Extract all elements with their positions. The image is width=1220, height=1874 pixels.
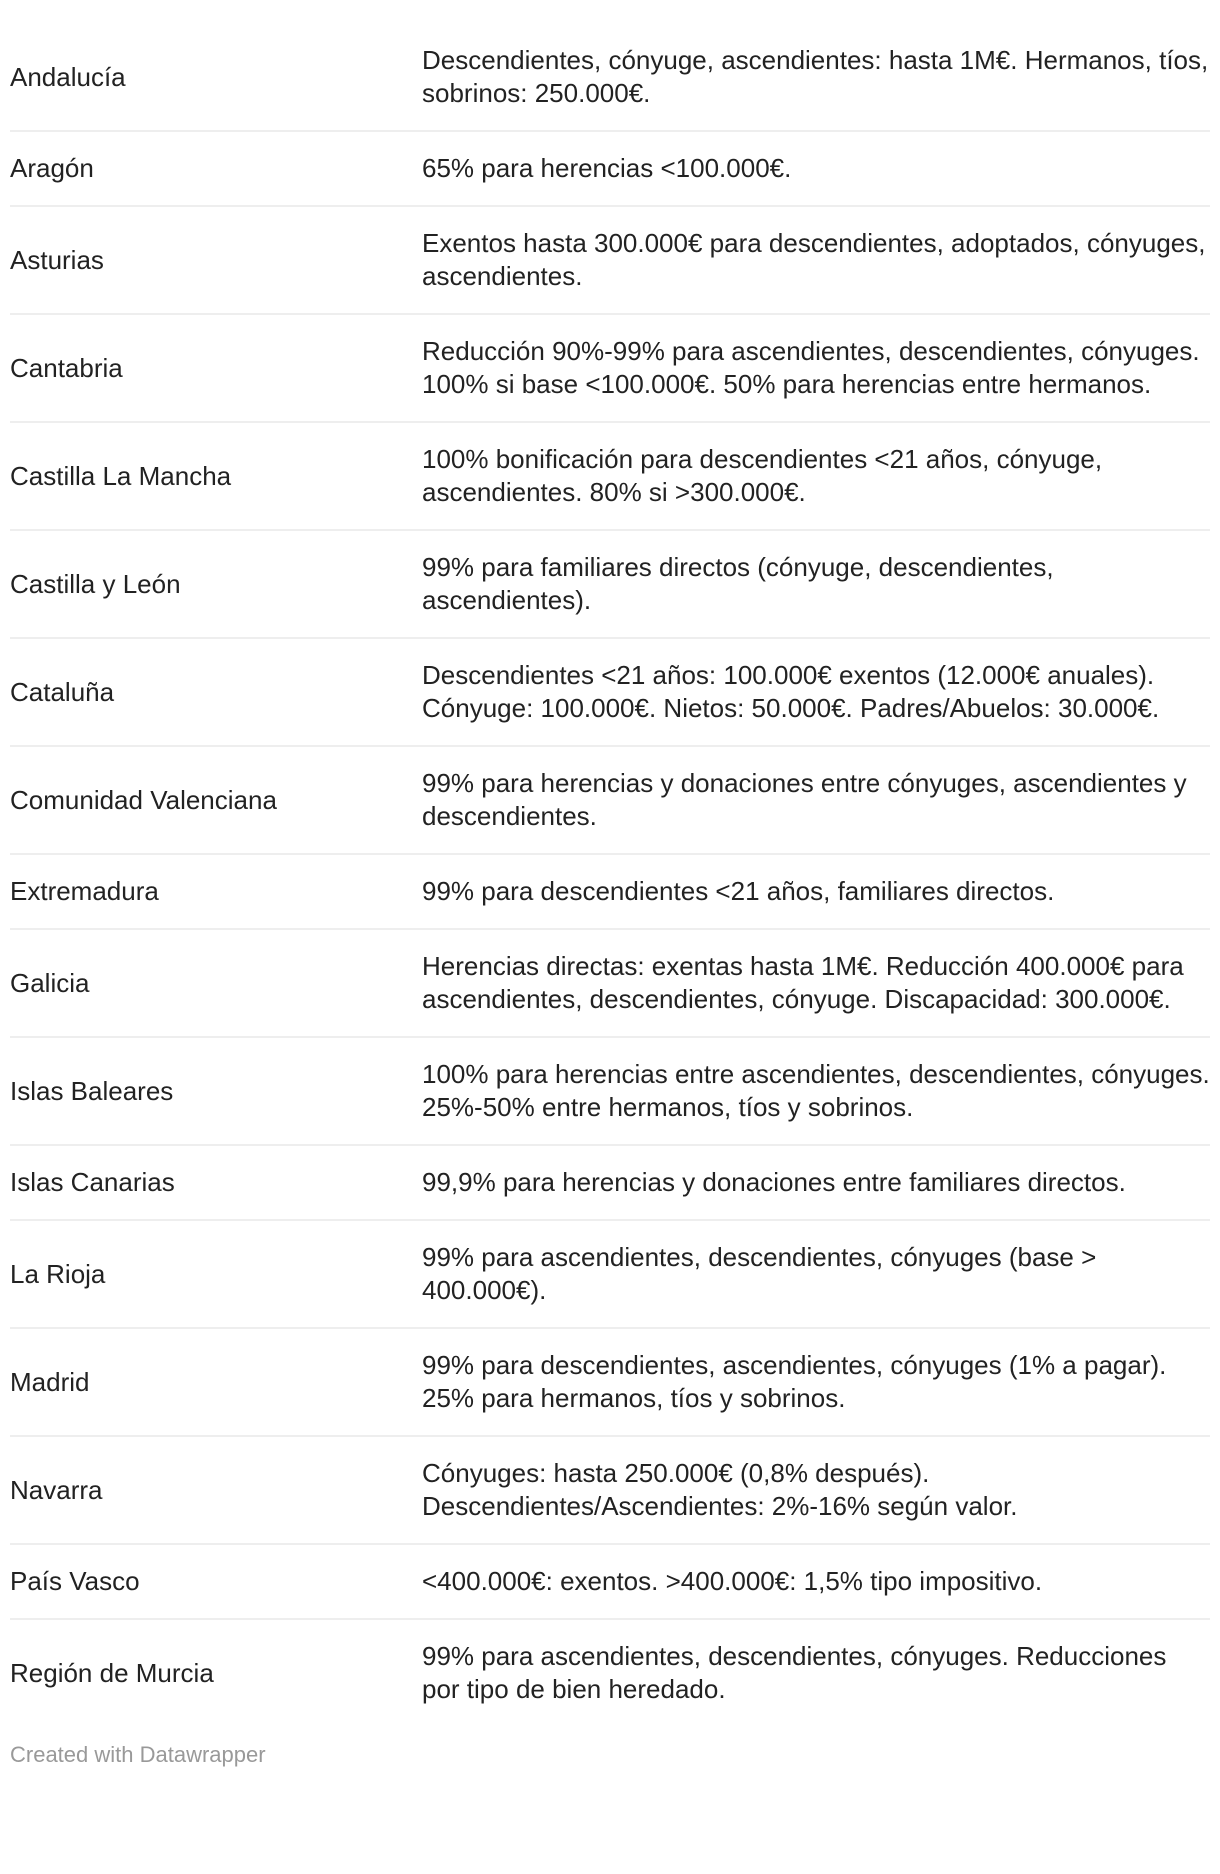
policy-description: 65% para herencias <100.000€. xyxy=(422,153,792,183)
table-row xyxy=(10,1036,1210,1144)
policy-description: 100% para herencias entre ascendientes, descendientes, cónyuges. 25%-50% entre hermanos, tíos y sobrinos. xyxy=(422,1059,1210,1122)
region-name: Andalucía xyxy=(10,61,126,92)
region-name: Cantabria xyxy=(10,352,123,383)
policy-description: Exentos hasta 300.000€ para descendientes, adoptados, cónyuges, ascendientes. xyxy=(422,228,1206,291)
table-row xyxy=(10,1435,1210,1543)
policy-description: 99% para familiares directos (cónyuge, descendientes, ascendientes). xyxy=(422,552,1054,615)
region-name: Madrid xyxy=(10,1366,90,1397)
policy-description: Herencias directas: exentas hasta 1M€. Reducción 400.000€ para ascendientes, descendientes, cónyuge. Discapacidad: 300.000€. xyxy=(422,951,1184,1014)
table-row xyxy=(10,205,1210,313)
table-row xyxy=(10,853,1210,928)
region-name: Cataluña xyxy=(10,676,115,707)
region-name: Región de Murcia xyxy=(10,1657,214,1688)
region-name: Extremadura xyxy=(10,876,159,906)
regions-tax-table xyxy=(10,24,1210,1726)
table-row xyxy=(10,745,1210,853)
policy-description: 100% bonificación para descendientes <21 años, cónyuge, ascendientes. 80% si >300.000€. xyxy=(422,444,1103,507)
policy-description: 99% para herencias y donaciones entre cónyuges, ascendientes y descendientes. xyxy=(422,768,1187,831)
region-name: Galicia xyxy=(10,967,90,998)
policy-description: Descendientes, cónyuge, ascendientes: hasta 1M€. Hermanos, tíos, sobrinos: 250.000€. xyxy=(422,45,1209,108)
table-row xyxy=(10,529,1210,637)
table-row xyxy=(10,130,1210,205)
table-row xyxy=(10,1327,1210,1435)
region-name: País Vasco xyxy=(10,1566,140,1596)
region-name: Aragón xyxy=(10,153,94,183)
table-row xyxy=(10,1543,1210,1618)
region-name: Castilla La Mancha xyxy=(10,460,232,491)
region-name: Castilla y León xyxy=(10,568,181,599)
region-name: Comunidad Valenciana xyxy=(10,784,277,815)
policy-description: <400.000€: exentos. >400.000€: 1,5% tipo impositivo. xyxy=(422,1566,1043,1596)
policy-description: 99% para descendientes, ascendientes, cónyuges (1% a pagar). 25% para hermanos, tíos y sobrinos. xyxy=(422,1350,1167,1413)
region-name: Asturias xyxy=(10,244,104,275)
policy-description: 99% para descendientes <21 años, familiares directos. xyxy=(422,876,1055,906)
policy-description: 99% para ascendientes, descendientes, cónyuges. Reducciones por tipo de bien heredado. xyxy=(422,1641,1167,1704)
table-row xyxy=(10,1618,1210,1726)
table-row xyxy=(10,313,1210,421)
datawrapper-attribution: Created with Datawrapper xyxy=(10,1742,266,1767)
region-name: Islas Baleares xyxy=(10,1075,174,1106)
table-row xyxy=(10,637,1210,745)
policy-description: Reducción 90%-99% para ascendientes, descendientes, cónyuges. 100% si base <100.000€. 50% para herencias entre hermanos. xyxy=(422,336,1200,399)
policy-description: 99,9% para herencias y donaciones entre familiares directos. xyxy=(422,1167,1126,1197)
policy-description: Cónyuges: hasta 250.000€ (0,8% después). Descendientes/Ascendientes: 2%-16% según valor. xyxy=(422,1458,1018,1521)
table-row xyxy=(10,421,1210,529)
table-row xyxy=(10,1144,1210,1219)
table-row xyxy=(10,24,1210,130)
region-name: Navarra xyxy=(10,1474,103,1505)
region-name: La Rioja xyxy=(10,1258,106,1289)
region-name: Islas Canarias xyxy=(10,1167,175,1197)
policy-description: Descendientes <21 años: 100.000€ exentos (12.000€ anuales). Cónyuge: 100.000€. Nietos: 50.000€. Padres/Abuelos: 30.000€. xyxy=(422,660,1160,723)
table-row xyxy=(10,1219,1210,1327)
policy-description: 99% para ascendientes, descendientes, cónyuges (base > 400.000€). xyxy=(422,1242,1097,1305)
table-row xyxy=(10,928,1210,1036)
